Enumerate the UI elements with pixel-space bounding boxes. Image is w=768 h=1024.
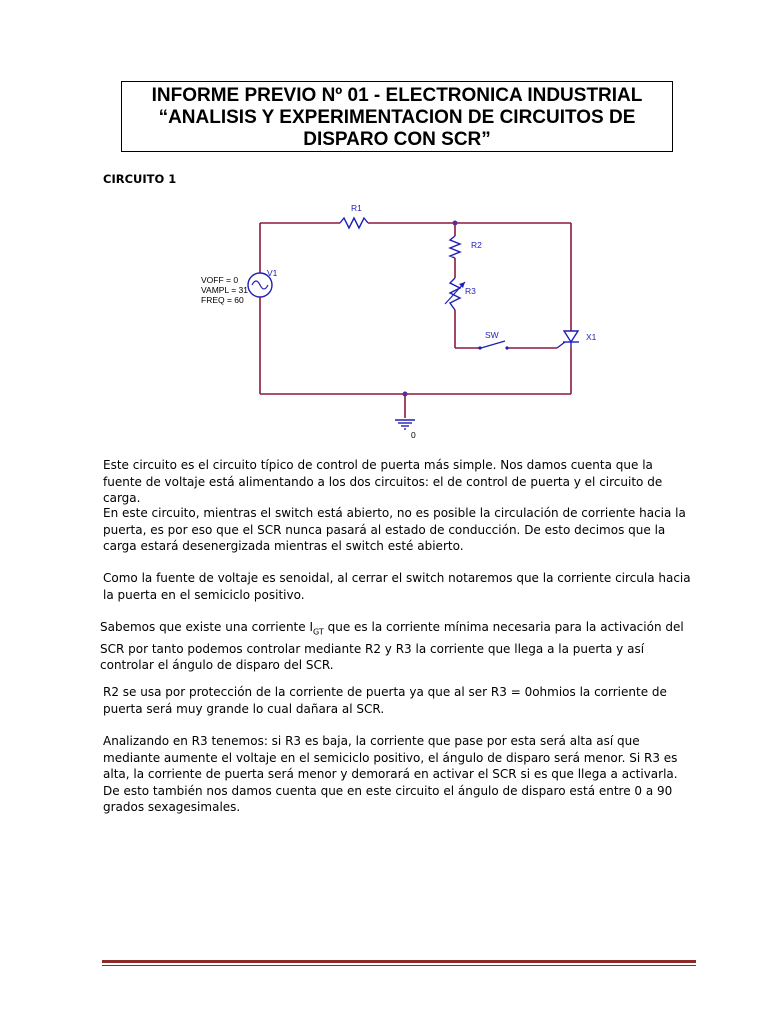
- label-v1: V1: [267, 268, 278, 278]
- footer-rule-thin: [102, 965, 696, 966]
- footer-rule-thick: [102, 960, 696, 963]
- label-sw: SW: [485, 330, 499, 340]
- label-vampl: VAMPL = 31: [201, 285, 249, 295]
- label-r2: R2: [471, 240, 482, 250]
- label-r3: R3: [465, 286, 476, 296]
- paragraph-3: Como la fuente de voltaje es senoidal, al cerrar el switch notaremos que la corriente circula hacia la puerta en el semiciclo positivo.: [103, 571, 691, 602]
- junction-top: [453, 221, 458, 226]
- paragraph-2: En este circuito, mientras el switch está abierto, no es posible la circulación de corriente hacia la puerta, es por eso que el SCR nunca pasará al estado de conducción. De esto decimos que la carga estará desenergizada mientras el switch esté abierto.: [103, 506, 686, 553]
- r2-resistor-symbol: [450, 236, 460, 258]
- igt-subscript: GT: [313, 627, 324, 637]
- label-x1: X1: [586, 332, 597, 342]
- scr-x1-symbol: [557, 331, 579, 348]
- title-line-3: DISPARO CON SCR”: [303, 129, 491, 150]
- junction-bottom: [403, 392, 408, 397]
- label-freq: FREQ = 60: [201, 295, 244, 305]
- title-line-1: INFORME PREVIO Nº 01 - ELECTRONICA INDUSTRIAL: [151, 85, 643, 106]
- switch-contact-right: [505, 346, 508, 349]
- section-label-circuito-1: CIRCUITO 1: [103, 172, 177, 186]
- paragraph-4-text-end: que es la corriente mínima necesaria para la activación del SCR por tanto podemos controlar mediante R2 y R3 la corriente que llega a la puerta y así controlar el ángulo de disparo del SCR.: [100, 620, 684, 673]
- paragraph-4-text-start: Sabemos que existe una corriente I: [100, 620, 313, 634]
- label-r1: R1: [351, 203, 362, 213]
- report-title-box: [121, 81, 673, 152]
- title-line-2: “ANALISIS Y EXPERIMENTACION DE CIRCUITOS DE: [158, 107, 636, 128]
- circuit-1-schematic: [195, 198, 597, 443]
- r3-resistor-symbol: [450, 278, 460, 310]
- paragraph-6: Analizando en R3 tenemos: si R3 es baja, la corriente que pase por esta será alta así que mediante aumente el voltaje en el semiciclo positivo, el ángulo de disparo será menor. Si R3 es alta, la corriente de puerta será menor y demorará en activar el SCR si es que llega a activarla. De esto también nos damos cuenta que en este circuito el ángulo de disparo está entre 0 a 90 grados sexagesimales.: [103, 734, 678, 814]
- paragraph-4: [100, 619, 690, 674]
- label-voff: VOFF = 0: [201, 275, 239, 285]
- ground-icon: [395, 420, 415, 429]
- paragraph-1: Este circuito es el circuito típico de control de puerta más simple. Nos damos cuenta que la fuente de voltaje está alimentando a los dos circuitos: el de control de puerta y el circuito de carga.: [103, 458, 663, 505]
- r1-resistor-symbol: [340, 218, 368, 228]
- switch-blade-symbol: [481, 341, 505, 348]
- circuit-wires: [260, 223, 571, 418]
- paragraph-5: R2 se usa por protección de la corriente de puerta ya que al ser R3 = 0ohmios la corriente de puerta será muy grande lo cual dañara al SCR.: [103, 685, 667, 716]
- label-ground-node: 0: [411, 430, 416, 440]
